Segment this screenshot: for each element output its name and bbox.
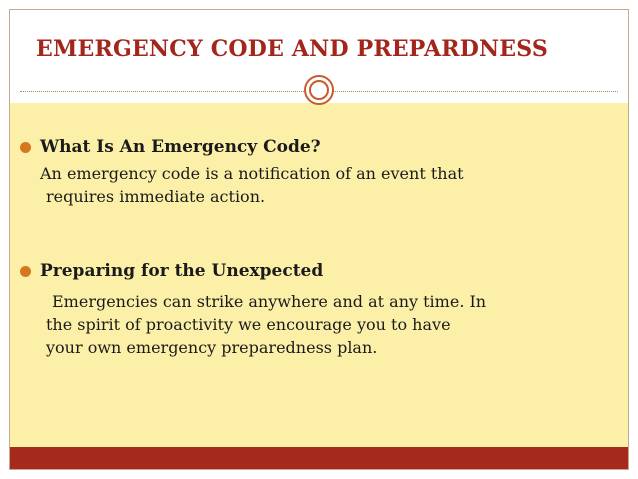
section-heading: Preparing for the Unexpected bbox=[40, 261, 324, 281]
paragraph-line: requires immediate action. bbox=[46, 187, 266, 206]
paragraph-line: An emergency code is a notification of an event that bbox=[40, 164, 464, 183]
section-paragraph bbox=[46, 290, 486, 359]
section-heading: What Is An Emergency Code? bbox=[40, 137, 321, 157]
paragraph-line: the spirit of proactivity we encourage you to have bbox=[46, 315, 451, 334]
slide-title: EMERGENCY CODE AND PREPARDNESS bbox=[36, 36, 548, 62]
paragraph-line: Emergencies can strike anywhere and at any time. In bbox=[52, 292, 487, 311]
paragraph-line: your own emergency preparedness plan. bbox=[46, 338, 378, 357]
bottom-bar bbox=[10, 447, 628, 469]
bullet-icon bbox=[20, 142, 31, 153]
content-area bbox=[10, 103, 628, 448]
bullet-item-emergency-code bbox=[20, 137, 321, 157]
section-paragraph bbox=[40, 162, 464, 208]
bullet-icon bbox=[20, 266, 31, 277]
slide bbox=[9, 9, 629, 470]
circle-ornament-icon bbox=[304, 75, 334, 105]
bullet-item-preparing bbox=[20, 261, 323, 281]
